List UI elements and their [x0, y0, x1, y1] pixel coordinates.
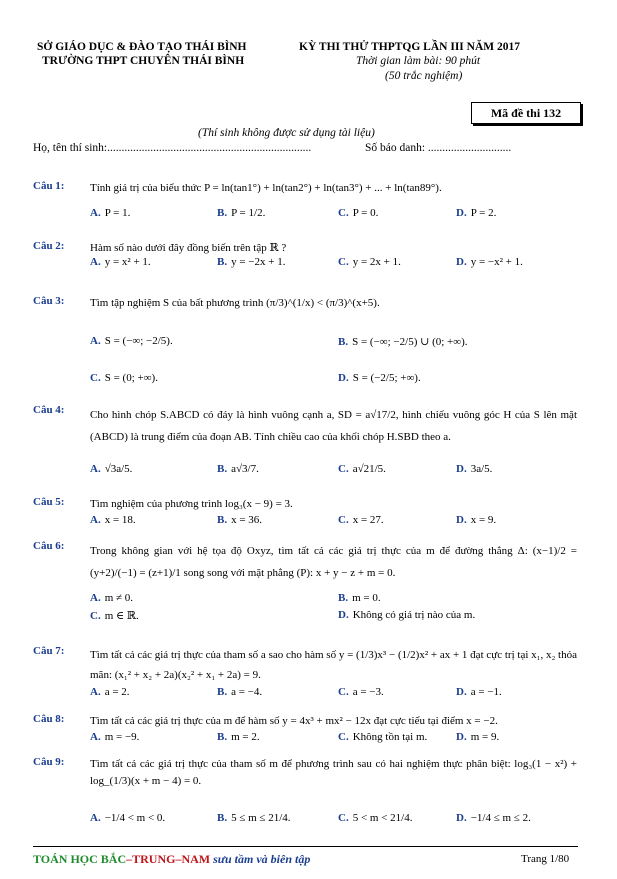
q9-option-a[interactable]: A. −1/4 < m < 0. [90, 812, 166, 824]
question-6-stem: Trong không gian với hệ tọa độ Oxyz, tìm tất cả các giá trị thực của m để đường thẳng Δ: (x−1)/2 = (y+2)/(−1) = (z+1)/1 song song với mặt phẳng (P): x + y − z + m = 0. [90, 545, 577, 579]
candidate-name-field: Họ, tên thí sinh:....................................................................... [33, 142, 312, 154]
page-number: Trang 1/80 [521, 853, 570, 865]
q6-option-d-text: Không có giá trị nào của m. [352, 609, 476, 621]
question-9-stem: Tìm tất cả các giá trị thực của tham số m để phương trình sau có hai nghiệm thực phân biệt: log₃(1 − x²) + log_(1/3)(x + m − 4) = 0. [90, 758, 577, 787]
q3-option-d-text: S = (−2/5; +∞). [352, 372, 421, 384]
question-6-label: Câu 6: [33, 540, 65, 552]
q5-option-d[interactable]: D. x = 9. [456, 514, 497, 526]
question-8-label: Câu 8: [33, 713, 65, 725]
q4-option-b-text: a√3/7. [231, 463, 259, 475]
question-count: (50 trắc nghiệm) [385, 70, 463, 82]
candidate-id-field: Số báo danh: ............................. [365, 142, 512, 154]
q2-option-b-text: y = −2x + 1. [231, 256, 286, 268]
exam-code-box: Mã đề thi 132 [471, 102, 581, 124]
q4-option-b[interactable]: B. a√3/7. [217, 463, 259, 475]
q6-option-b-text: m = 0. [352, 592, 381, 604]
question-4-label: Câu 4: [33, 404, 65, 416]
q9-option-b-text: 5 ≤ m ≤ 21/4. [231, 812, 291, 824]
q1-option-a[interactable]: A. P = 1. [90, 207, 131, 219]
question-1-stem: Tính giá trị của biểu thức P = ln(tan1°) + ln(tan2°) + ln(tan3°) + ... + ln(tan89°). [90, 182, 442, 194]
q1-option-c[interactable]: C. P = 0. [338, 207, 379, 219]
org-line2: TRƯỜNG THPT CHUYÊN THÁI BÌNH [42, 55, 245, 67]
q4-option-c-text: a√21/5. [352, 463, 386, 475]
footer-brand-part3: sưu tầm và biên tập [210, 852, 311, 866]
q1-option-a-text: P = 1. [104, 207, 131, 219]
q1-option-d[interactable]: D. P = 2. [456, 207, 497, 219]
q9-option-c-text: 5 < m < 21/4. [352, 812, 413, 824]
q8-option-b-text: m = 2. [231, 731, 260, 743]
q9-option-b[interactable]: B. 5 ≤ m ≤ 21/4. [217, 812, 291, 824]
q6-option-a-text: m ≠ 0. [104, 592, 134, 604]
q7-option-b-text: a = −4. [231, 686, 263, 698]
q4-option-a-text: √3a/5. [104, 463, 133, 475]
q7-option-a[interactable]: A. a = 2. [90, 686, 130, 698]
q5-option-b-text: x = 36. [231, 514, 263, 526]
q9-option-d-text: −1/4 ≤ m ≤ 2. [470, 812, 531, 824]
q6-option-c[interactable]: C. m ∈ ℝ. [90, 610, 139, 622]
exam-title: KỲ THI THỬ THPTQG LẦN III NĂM 2017 [299, 41, 520, 53]
q7-option-c-text: a = −3. [352, 686, 384, 698]
q2-option-a[interactable]: A. y = x² + 1. [90, 256, 151, 268]
question-9-label: Câu 9: [33, 756, 65, 768]
q6-option-b[interactable]: B. m = 0. [338, 592, 381, 604]
q3-option-a[interactable]: A. S = (−∞; −2/5). [90, 335, 173, 347]
question-2-stem: Hàm số nào dưới đây đồng biến trên tập ℝ ? [90, 242, 287, 254]
question-3-stem: Tìm tập nghiệm S của bất phương trình (π/3)^(1/x) < (π/3)^(x+5). [90, 297, 380, 309]
q8-option-d-text: m = 9. [470, 731, 500, 743]
q9-option-a-text: −1/4 < m < 0. [104, 812, 166, 824]
q1-option-b[interactable]: B. P = 1/2. [217, 207, 266, 219]
footer-divider [33, 846, 578, 847]
q7-option-d-text: a = −1. [470, 686, 502, 698]
q7-option-b[interactable]: B. a = −4. [217, 686, 263, 698]
q4-option-d-text: 3a/5. [470, 463, 493, 475]
q2-option-b[interactable]: B. y = −2x + 1. [217, 256, 286, 268]
q6-option-d[interactable]: D. Không có giá trị nào của m. [338, 609, 476, 621]
q1-option-c-text: P = 0. [352, 207, 379, 219]
q5-option-a-text: x = 18. [104, 514, 136, 526]
q4-option-c[interactable]: C. a√21/5. [338, 463, 386, 475]
q1-option-d-text: P = 2. [470, 207, 497, 219]
question-1-label: Câu 1: [33, 180, 65, 192]
q5-option-c[interactable]: C. x = 27. [338, 514, 384, 526]
q4-option-d[interactable]: D. 3a/5. [456, 463, 493, 475]
q7-option-a-text: a = 2. [104, 686, 130, 698]
q2-option-c[interactable]: C. y = 2x + 1. [338, 256, 401, 268]
question-7-stem: Tìm tất cả các giá trị thực của tham số a sao cho hàm số y = (1/3)x³ − (1/2)x² + ax + 1 đạt cực trị tại x₁, x₂ thỏa mãn: (x₁² + x₂ + 2a)(x₂² + x₁ + 2a) = 9. [90, 649, 577, 681]
question-5-stem: Tìm nghiệm của phương trình log₃(x − 9) = 3. [90, 498, 293, 510]
q8-option-d[interactable]: D. m = 9. [456, 731, 500, 743]
question-2-label: Câu 2: [33, 240, 65, 252]
q7-option-c[interactable]: C. a = −3. [338, 686, 384, 698]
footer-brand-part1: TOÁN HỌC BẮC [33, 852, 127, 866]
q2-option-c-text: y = 2x + 1. [352, 256, 401, 268]
exam-note: (Thí sinh không được sử dụng tài liệu) [198, 127, 375, 139]
org-line1: SỞ GIÁO DỤC & ĐÀO TẠO THÁI BÌNH [37, 41, 247, 53]
q5-option-a[interactable]: A. x = 18. [90, 514, 136, 526]
q5-option-b[interactable]: B. x = 36. [217, 514, 263, 526]
q3-option-c-text: S = (0; +∞). [104, 372, 158, 384]
q3-option-b[interactable]: B. S = (−∞; −2/5) ∪ (0; +∞). [338, 336, 468, 348]
q3-option-a-text: S = (−∞; −2/5). [104, 335, 173, 347]
q8-option-c-text: Không tồn tại m. [352, 731, 428, 743]
q3-option-c[interactable]: C. S = (0; +∞). [90, 372, 158, 384]
q7-option-d[interactable]: D. a = −1. [456, 686, 502, 698]
q2-option-d[interactable]: D. y = −x² + 1. [456, 256, 523, 268]
q9-option-d[interactable]: D. −1/4 ≤ m ≤ 2. [456, 812, 531, 824]
footer-brand [33, 852, 310, 867]
q5-option-c-text: x = 27. [352, 514, 384, 526]
q3-option-b-text: S = (−∞; −2/5) ∪ (0; +∞). [352, 336, 468, 348]
question-8-stem: Tìm tất cả các giá trị thực của m để hàm số y = 4x³ + mx² − 12x đạt cực tiểu tại điểm x = −2. [90, 715, 498, 727]
q8-option-a[interactable]: A. m = −9. [90, 731, 140, 743]
exam-duration: Thời gian làm bài: 90 phút [356, 55, 481, 67]
footer-brand-part2: –TRUNG–NAM [126, 852, 211, 866]
question-5-label: Câu 5: [33, 496, 65, 508]
q6-option-c-text: m ∈ ℝ. [104, 610, 139, 622]
q2-option-d-text: y = −x² + 1. [470, 256, 523, 268]
q8-option-c[interactable]: C. Không tồn tại m. [338, 731, 428, 743]
q6-option-a[interactable]: A. m ≠ 0. [90, 592, 134, 604]
question-3-label: Câu 3: [33, 295, 65, 307]
q8-option-a-text: m = −9. [104, 731, 140, 743]
question-7-label: Câu 7: [33, 645, 65, 657]
q8-option-b[interactable]: B. m = 2. [217, 731, 260, 743]
question-4-stem: Cho hình chóp S.ABCD có đáy là hình vuông cạnh a, SD = a√17/2, hình chiếu vuông góc H của S lên mặt (ABCD) là trung điểm của đoạn AB. Tính chiều cao của khối chóp H.SBD theo a. [90, 409, 577, 443]
q3-option-d[interactable]: D. S = (−2/5; +∞). [338, 372, 421, 384]
q5-option-d-text: x = 9. [470, 514, 497, 526]
q2-option-a-text: y = x² + 1. [104, 256, 151, 268]
q9-option-c[interactable]: C. 5 < m < 21/4. [338, 812, 413, 824]
q1-option-b-text: P = 1/2. [231, 207, 266, 219]
q4-option-a[interactable]: A. √3a/5. [90, 463, 133, 475]
